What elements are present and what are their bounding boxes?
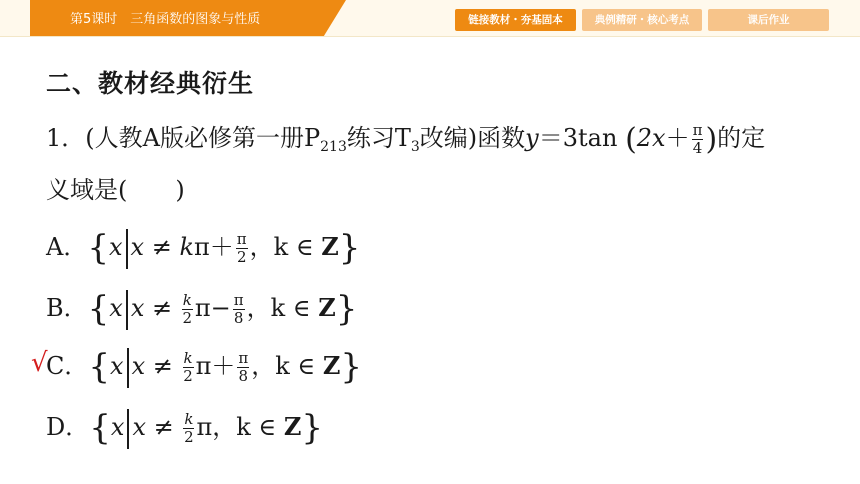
question-line-2: 义域是( ) [46, 176, 185, 204]
option-b-label: B． [46, 294, 88, 322]
function-y: y [525, 124, 539, 152]
set-bar [126, 290, 128, 330]
section-heading: 二、教材经典衍生 [46, 69, 255, 98]
fraction-pi-over-8 [233, 292, 245, 327]
option-a[interactable] [46, 227, 360, 269]
function-eq: ＝3tan [538, 124, 618, 152]
option-condition-rest: ，k ∈ [249, 233, 322, 261]
fraction-denominator: 2 [183, 367, 193, 385]
fraction-numerator: π [238, 349, 249, 367]
pi-symbol: π [194, 233, 210, 261]
set-variable: x [110, 413, 125, 441]
function-2x: 2x [636, 124, 666, 152]
option-a-label: A． [46, 233, 88, 261]
tab-examples-key-points[interactable]: 典例精研・核心考点 [582, 9, 702, 31]
condition-variable: x [132, 413, 146, 441]
neq-symbol: ≠ [153, 413, 174, 441]
right-brace: } [335, 289, 358, 329]
option-c[interactable] [46, 346, 362, 388]
pi-symbol: π [196, 413, 213, 441]
tab-textbook-basics[interactable]: 链接教材・夯基固本 [455, 9, 576, 31]
set-bar [127, 409, 129, 449]
integers-symbol: Z [322, 351, 341, 380]
condition-variable: x [130, 233, 145, 261]
option-b[interactable] [46, 288, 357, 330]
left-paren: ( [625, 122, 637, 157]
fraction-k-over-2 [183, 350, 194, 385]
set-variable: x [109, 294, 123, 322]
option-c-label: C． [46, 352, 89, 380]
question-line-1 [46, 118, 765, 157]
k-symbol: k [179, 233, 195, 261]
fraction-pi-over-8 [237, 350, 249, 385]
set-bar [126, 229, 128, 269]
left-brace: { [88, 347, 111, 387]
question-number: 1． [46, 124, 86, 152]
plus-symbol: ＋ [209, 233, 234, 261]
option-condition-rest: ，k ∈ [212, 413, 284, 441]
fraction-k-over-2 [183, 411, 194, 446]
question-source-mid: 练习T [346, 124, 411, 152]
fraction-numerator: π [233, 291, 244, 309]
lesson-title: 第5课时 三角函数的图象与性质 [70, 12, 261, 27]
option-condition-rest: ，k ∈ [246, 294, 319, 322]
question-source-post: 改编)函数 [419, 124, 526, 152]
condition-variable: x [130, 294, 145, 322]
option-d-label: D． [46, 413, 90, 441]
pi-symbol: π [194, 294, 211, 322]
option-condition-rest: ，k ∈ [251, 352, 323, 380]
fraction-numerator: π [692, 121, 703, 139]
fraction-denominator: 2 [184, 428, 194, 446]
right-paren: ) [705, 122, 718, 157]
question-source-sub-page: 213 [320, 139, 347, 155]
fraction [236, 231, 248, 266]
fraction-numerator: π [236, 230, 247, 248]
neq-symbol: ≠ [152, 294, 173, 322]
integers-symbol: Z [283, 412, 302, 441]
left-brace: { [87, 289, 110, 329]
fraction-k-over-2 [182, 292, 193, 327]
fraction-denominator: 2 [236, 248, 247, 266]
fraction-numerator: k [183, 349, 193, 367]
fraction-denominator: 4 [692, 139, 703, 157]
fraction-numerator: k [182, 291, 192, 309]
tab-homework[interactable]: 课后作业 [708, 9, 829, 31]
left-brace: { [87, 228, 109, 268]
integers-symbol: Z [321, 232, 339, 261]
left-brace: { [89, 408, 111, 448]
set-bar [127, 348, 129, 388]
fraction-denominator: 8 [238, 367, 249, 385]
set-variable: x [110, 352, 124, 380]
function-plus: ＋ [665, 124, 690, 152]
integers-symbol: Z [318, 293, 336, 322]
neq-symbol: ≠ [151, 233, 172, 261]
right-brace: } [301, 408, 323, 448]
minus-symbol: − [210, 294, 231, 322]
right-brace: } [338, 228, 361, 268]
right-brace: } [340, 347, 362, 387]
plus-symbol: ＋ [211, 352, 236, 380]
fraction-denominator: 2 [182, 309, 193, 327]
neq-symbol: ≠ [152, 352, 173, 380]
set-variable: x [108, 233, 123, 261]
pi-symbol: π [195, 352, 212, 380]
question-source-pre: (人教A版必修第一册P [85, 124, 321, 152]
condition-variable: x [131, 352, 146, 380]
fraction-numerator: k [184, 410, 194, 428]
top-header [0, 0, 860, 37]
question-tail: 的定 [717, 124, 766, 152]
correct-answer-check-icon: √ [31, 348, 48, 378]
option-d[interactable] [46, 407, 323, 449]
question-source-sub-exercise: 3 [410, 139, 420, 155]
fraction-pi-over-4 [692, 122, 704, 157]
fraction-denominator: 8 [233, 309, 244, 327]
